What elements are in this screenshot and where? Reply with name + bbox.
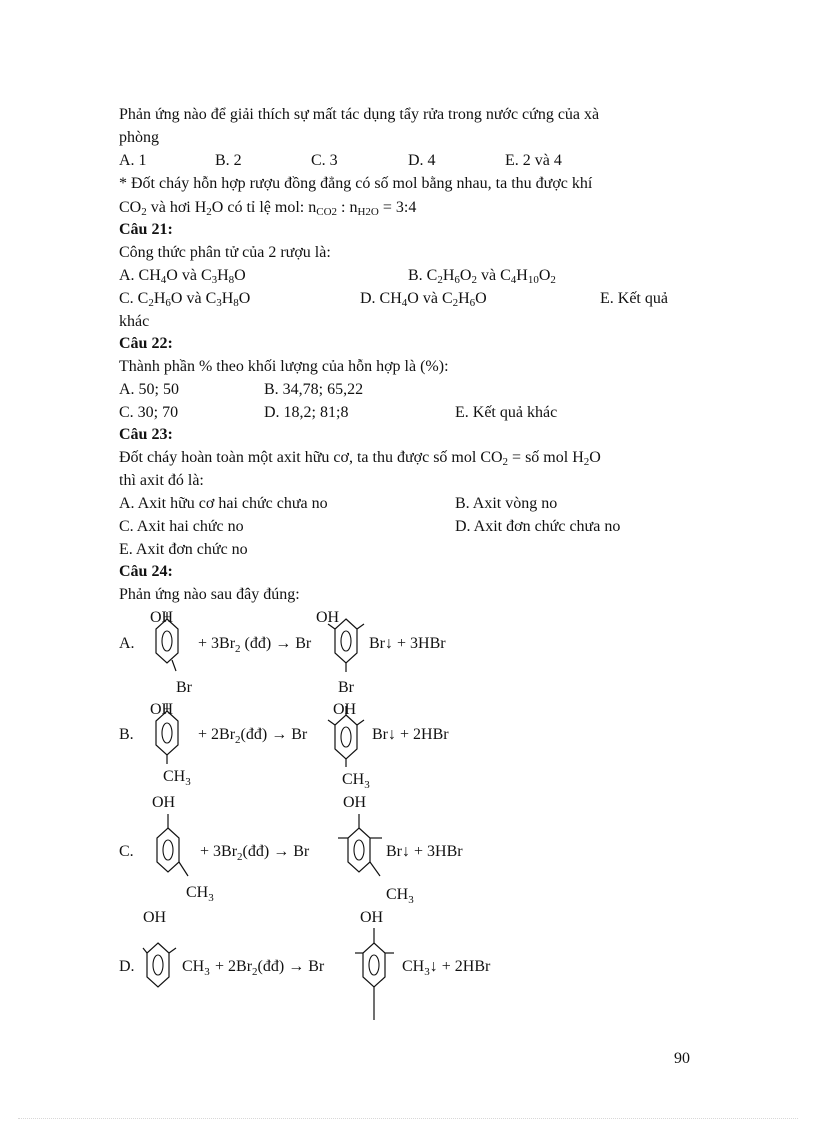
q21-option-d: D. $CH_4O$ và $C_2H_6O$ bbox=[360, 290, 487, 309]
reaction-a-product-tail: Br↓ + 3HBr bbox=[369, 635, 446, 652]
reaction-b-reactant-oh: OH bbox=[150, 701, 174, 718]
reaction-b-product-tail: Br↓ + 2HBr bbox=[372, 726, 449, 743]
reaction-b-reagent: + $2Br_2(đđ) \to Br$ bbox=[198, 726, 308, 746]
reaction-a-label: A. bbox=[119, 635, 135, 652]
reaction-c-reagent: + $3Br_2(đđ) \to Br$ bbox=[200, 843, 310, 863]
intro-question-line1: Phản ứng nào để giải thích sự mất tác dụng tẩy rửa trong nước cứng của xà bbox=[119, 106, 600, 123]
reaction-c-product-ch3: $CH_3$ bbox=[386, 886, 414, 906]
reaction-c-reactant-oh: OH bbox=[152, 794, 176, 811]
q21-option-c: C. $C_2H_6O$ và $C_3H_8O$ bbox=[119, 290, 251, 309]
reaction-d-product-tail: $CH_3↓ + 2HBr$ bbox=[402, 958, 491, 978]
reaction-d-reactant-oh: OH bbox=[143, 909, 167, 926]
reaction-c bbox=[119, 794, 463, 906]
reaction-c-product-oh: OH bbox=[343, 794, 367, 811]
reaction-a-reactant-br: Br bbox=[176, 679, 192, 696]
q21-heading: Câu 21: bbox=[119, 221, 173, 238]
reaction-a bbox=[119, 609, 446, 696]
q23-option-b: B. Axit vòng no bbox=[455, 495, 558, 512]
q21-option-a: A. $CH_4O$ và $C_3H_8O$ bbox=[119, 267, 246, 286]
reaction-a-reagent: + $3Br_2$ (đđ) → Br bbox=[198, 635, 312, 655]
q23-option-e: E. Axit đơn chức no bbox=[119, 541, 248, 558]
reaction-a-product-br: Br bbox=[338, 679, 354, 696]
reaction-c-product-ring bbox=[338, 814, 382, 876]
q23-option-d: D. Axit đơn chức chưa no bbox=[455, 518, 621, 535]
intro-note-line2: $CO_2$ và hơi $H_2O$ có tỉ lệ mol: $n_{CO2}$ : $n_{H2O}$ = 3:4 bbox=[119, 199, 417, 218]
q21-option-e-line1: E. Kết quả bbox=[600, 290, 668, 307]
reaction-b-product-oh: OH bbox=[333, 701, 357, 718]
q23-question-line2: thì axit đó là: bbox=[119, 472, 204, 489]
q21-question: Công thức phân tử của 2 rượu là: bbox=[119, 244, 331, 261]
q23-option-c: C. Axit hai chức no bbox=[119, 518, 244, 535]
q23-option-a: A. Axit hữu cơ hai chức chưa no bbox=[119, 495, 328, 512]
reaction-d-product-ring bbox=[355, 928, 394, 1020]
q24-question: Phản ứng nào sau đây đúng: bbox=[119, 586, 300, 603]
q24-heading: Câu 24: bbox=[119, 563, 173, 580]
q22-question: Thành phần % theo khối lượng của hỗn hợp là (%): bbox=[119, 358, 449, 375]
reaction-d-reactant-ring bbox=[143, 943, 176, 987]
page-bottom-divider bbox=[18, 1118, 798, 1119]
reaction-b bbox=[119, 701, 449, 791]
q22-option-c: C. 30; 70 bbox=[119, 404, 179, 421]
reaction-c-product-tail: Br↓ + 3HBr bbox=[386, 843, 463, 860]
reaction-d-label: D. bbox=[119, 958, 135, 975]
reaction-d bbox=[119, 909, 491, 1020]
reaction-a-product-oh: OH bbox=[316, 609, 340, 626]
q22-option-e: E. Kết quả khác bbox=[455, 404, 558, 421]
reaction-c-reactant-ring bbox=[157, 814, 188, 876]
reaction-d-reactant-ch3: $CH_3$ bbox=[182, 958, 210, 978]
reaction-d-product-oh: OH bbox=[360, 909, 384, 926]
intro-option-a: A. 1 bbox=[119, 152, 147, 169]
intro-option-c: C. 3 bbox=[311, 152, 338, 169]
reaction-b-product-ch3: $CH_3$ bbox=[342, 771, 370, 791]
reaction-c-reactant-ch3: $CH_3$ bbox=[186, 884, 214, 904]
q23-question-line1: Đốt cháy hoàn toàn một axit hữu cơ, ta thu được số mol $CO_2$ = số mol $H_2O$ bbox=[119, 449, 601, 468]
reaction-c-label: C. bbox=[119, 843, 134, 860]
intro-question-line2: phòng bbox=[119, 129, 159, 146]
reaction-d-reagent: + $2Br_2(đđ) \to Br$ bbox=[215, 958, 325, 978]
q22-option-a: A. 50; 50 bbox=[119, 381, 179, 398]
q22-option-d: D. 18,2; 81;8 bbox=[264, 404, 349, 421]
reaction-a-reactant-oh: OH bbox=[150, 609, 174, 626]
q21-option-b: B. $C_2H_6O_2$ và $C_4H_{10}O_2$ bbox=[408, 267, 556, 286]
q21-option-e-line2: khác bbox=[119, 313, 150, 330]
reaction-a-product-ring bbox=[328, 619, 364, 672]
intro-option-b: B. 2 bbox=[215, 152, 242, 169]
q23-heading: Câu 23: bbox=[119, 426, 173, 443]
reaction-b-reactant-ch3: $CH_3$ bbox=[163, 768, 191, 788]
page-number: 90 bbox=[674, 1050, 690, 1067]
reaction-b-label: B. bbox=[119, 726, 134, 743]
intro-option-d: D. 4 bbox=[408, 152, 436, 169]
q22-option-b: B. 34,78; 65,22 bbox=[264, 381, 364, 398]
intro-option-e: E. 2 và 4 bbox=[505, 152, 562, 169]
intro-note-line1: * Đốt cháy hỗn hợp rượu đồng đẳng có số mol bằng nhau, ta thu được khí bbox=[119, 175, 593, 192]
q22-heading: Câu 22: bbox=[119, 335, 173, 352]
